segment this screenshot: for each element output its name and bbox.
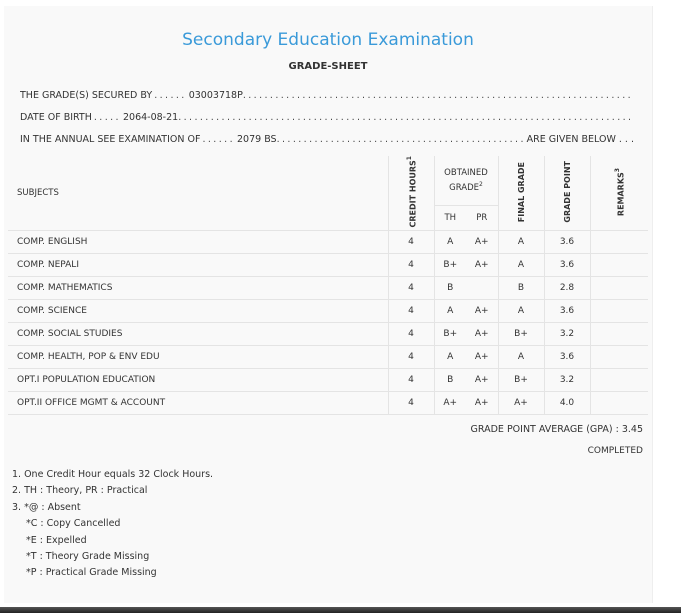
- dob-line: [20, 110, 634, 124]
- credit-hours: 4: [388, 254, 434, 277]
- exam-line: [20, 132, 634, 146]
- subject-name: OPT.I POPULATION EDUCATION: [8, 369, 388, 392]
- remarks: [590, 254, 648, 277]
- dob-label: DATE OF BIRTH: [20, 111, 92, 123]
- credit-hours-header: [388, 156, 434, 231]
- footnote: 2. TH : Theory, PR : Practical: [12, 485, 148, 497]
- final-grade: A: [498, 254, 544, 277]
- obtained-grade-header-label: OBTAINED GRADE: [444, 168, 488, 193]
- grade-sheet: [4, 6, 653, 603]
- credit-hours: 4: [388, 231, 434, 254]
- final-grade: A+: [498, 392, 544, 415]
- remarks-header: [590, 156, 648, 231]
- pr-grade: A+: [466, 323, 498, 346]
- pr-grade: A+: [466, 369, 498, 392]
- footnote-sub: *E : Expelled: [26, 534, 87, 546]
- footnote-sub: *C : Copy Cancelled: [26, 518, 121, 530]
- credit-hours-header-label: CREDIT HOURS: [408, 160, 418, 228]
- pr-grade: A+: [466, 392, 498, 415]
- table-row: [8, 323, 648, 346]
- subject-name: COMP. NEPALI: [8, 254, 388, 277]
- table-row: [8, 277, 648, 300]
- table-row: [8, 300, 648, 323]
- grade-point: 3.6: [544, 300, 590, 323]
- remarks: [590, 231, 648, 254]
- footnote-marker: 3: [613, 167, 621, 172]
- exam-label: IN THE ANNUAL SEE EXAMINATION OF: [20, 133, 201, 145]
- footnote: 3. *@ : Absent: [12, 501, 81, 513]
- obtained-grade-header: [434, 156, 498, 205]
- th-grade: A: [434, 300, 466, 323]
- subject-name: OPT.II OFFICE MGMT & ACCOUNT: [8, 392, 388, 415]
- remarks: [590, 346, 648, 369]
- exam-tail: ARE GIVEN BELOW . . .: [526, 133, 634, 145]
- subjects-header: [8, 156, 388, 231]
- grade-point: 3.6: [544, 346, 590, 369]
- dob-value: 2064-08-21: [122, 111, 179, 123]
- credit-hours: 4: [388, 300, 434, 323]
- pr-grade: A+: [466, 254, 498, 277]
- grade-point-header: [544, 156, 590, 231]
- final-grade-header: [498, 156, 544, 231]
- table-row: [8, 231, 648, 254]
- table-header-row: [8, 156, 648, 205]
- gpa-summary: GRADE POINT AVERAGE (GPA) : 3.45: [470, 424, 643, 435]
- subject-name: COMP. SCIENCE: [8, 300, 388, 323]
- final-grade: B: [498, 277, 544, 300]
- footnote-sub: *P : Practical Grade Missing: [26, 567, 157, 579]
- dot-leader: .....: [93, 111, 121, 123]
- grade-point: 3.2: [544, 323, 590, 346]
- credit-hours: 4: [388, 346, 434, 369]
- final-grade: A: [498, 300, 544, 323]
- dot-leader: ......: [154, 89, 187, 101]
- pr-grade: A+: [466, 346, 498, 369]
- symbol-number: 03003718P: [188, 89, 243, 101]
- dot-leader: [243, 90, 634, 101]
- credit-hours: 4: [388, 392, 434, 415]
- exam-year: 2079 BS: [237, 133, 277, 145]
- dot-leader: [277, 134, 527, 145]
- remarks: [590, 369, 648, 392]
- remarks-header-label: REMARKS: [616, 171, 626, 216]
- subject-name: COMP. MATHEMATICS: [8, 277, 388, 300]
- table-row: [8, 392, 648, 415]
- subjects-header-label: SUBJECTS: [17, 188, 59, 199]
- remarks: [590, 300, 648, 323]
- grade-point: 4.0: [544, 392, 590, 415]
- th-grade: A+: [434, 392, 466, 415]
- status-label: COMPLETED: [587, 446, 643, 456]
- remarks: [590, 277, 648, 300]
- table-row: [8, 346, 648, 369]
- footnote-sub: *T : Theory Grade Missing: [26, 551, 150, 563]
- pr-grade: [466, 277, 498, 300]
- final-grade: B+: [498, 323, 544, 346]
- footnotes: [12, 467, 213, 582]
- footnote-marker: 1: [405, 156, 413, 161]
- table-row: [8, 254, 648, 277]
- subject-name: COMP. SOCIAL STUDIES: [8, 323, 388, 346]
- dot-leader: ......: [202, 133, 235, 145]
- footnote-marker: 2: [479, 181, 483, 189]
- credit-hours: 4: [388, 369, 434, 392]
- sheet-subtitle: GRADE-SHEET: [288, 61, 368, 72]
- grade-point: 3.6: [544, 231, 590, 254]
- grade-point: 2.8: [544, 277, 590, 300]
- th-grade: B: [434, 277, 466, 300]
- secured-by-line: [20, 88, 634, 102]
- pr-header: PR: [466, 205, 498, 231]
- final-grade: B+: [498, 369, 544, 392]
- th-grade: A: [434, 346, 466, 369]
- subject-name: COMP. ENGLISH: [8, 231, 388, 254]
- window-bottom-bar: [0, 607, 681, 613]
- table-row: [8, 369, 648, 392]
- remarks: [590, 392, 648, 415]
- th-header: TH: [434, 205, 466, 231]
- page-title: Secondary Education Examination: [182, 30, 474, 50]
- pr-grade: A+: [466, 300, 498, 323]
- dot-leader: [178, 112, 634, 123]
- th-grade: B: [434, 369, 466, 392]
- credit-hours: 4: [388, 277, 434, 300]
- final-grade: A: [498, 346, 544, 369]
- th-grade: B+: [434, 323, 466, 346]
- subject-name: COMP. HEALTH, POP & ENV EDU: [8, 346, 388, 369]
- remarks: [590, 323, 648, 346]
- final-grade: A: [498, 231, 544, 254]
- grade-point-header-label: GRADE POINT: [562, 160, 572, 223]
- credit-hours: 4: [388, 323, 434, 346]
- pr-grade: A+: [466, 231, 498, 254]
- final-grade-header-label: FINAL GRADE: [516, 161, 526, 222]
- grade-point: 3.6: [544, 254, 590, 277]
- th-grade: B+: [434, 254, 466, 277]
- th-grade: A: [434, 231, 466, 254]
- secured-by-label: THE GRADE(S) SECURED BY: [20, 89, 153, 101]
- grade-point: 3.2: [544, 369, 590, 392]
- footnote: 1. One Credit Hour equals 32 Clock Hours.: [12, 469, 214, 480]
- grades-table: [8, 156, 648, 415]
